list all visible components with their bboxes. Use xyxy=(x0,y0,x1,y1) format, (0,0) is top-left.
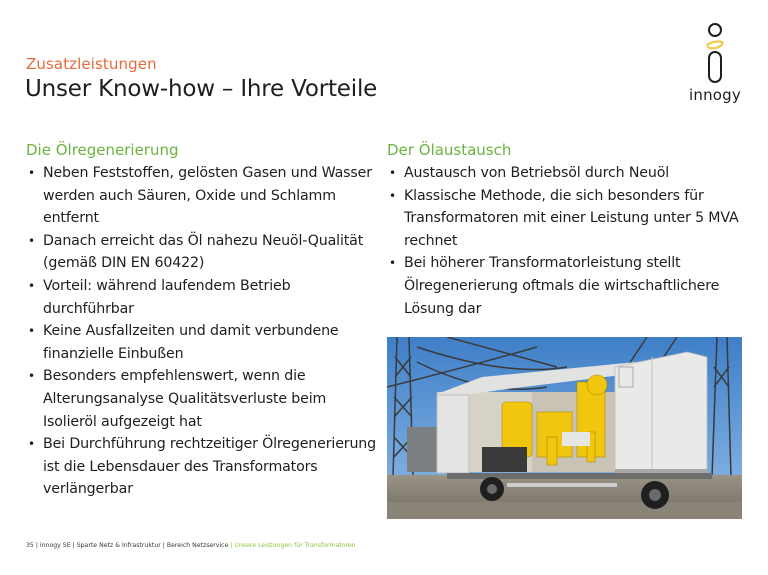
footer: 35 | innogy SE | Sparte Netz & Infrastruktur | Bereich Netzservice | Unsere Leistungen für Transformatoren xyxy=(26,542,356,549)
list-item: • Danach erreicht das Öl nahezu Neuöl-Qualität (gemäß DIN EN 60422) xyxy=(26,230,376,275)
list-item: • Keine Ausfallzeiten und damit verbundene finanzielle Einbußen xyxy=(26,320,376,365)
list-item: • Bei Durchführung rechtzeitiger Ölregenerierung ist die Lebensdauer des Transformators verlängerbar xyxy=(26,433,376,501)
innogy-logo xyxy=(684,18,746,108)
page-title: Unser Know-how – Ihre Vorteile xyxy=(25,76,378,102)
bullet-icon: • xyxy=(389,256,396,271)
logo-wordmark: innogy xyxy=(689,86,741,104)
list-item: • Vorteil: während laufendem Betrieb durchführbar xyxy=(26,275,376,320)
oil-exchange-column xyxy=(387,140,747,320)
innogy-i-icon xyxy=(684,18,746,86)
oil-exchange-list xyxy=(387,162,747,320)
oil-exchange-heading: Der Ölaustausch xyxy=(387,141,512,159)
regeneration-column xyxy=(26,140,376,501)
footer-division: Sparte Netz & Infrastruktur xyxy=(76,542,161,549)
bullet-icon: • xyxy=(389,188,396,203)
list-item: • Neben Feststoffen, gelösten Gasen und Wasser werden auch Säuren, Oxide und Schlamm entfernt xyxy=(26,162,376,230)
list-item: • Besonders empfehlenswert, wenn die Alterungsanalyse Qualitätsverluste beim Isolieröl aufgezeigt hat xyxy=(26,365,376,433)
bullet-icon: • xyxy=(28,166,35,180)
regeneration-list xyxy=(26,162,376,501)
regeneration-heading: Die Ölregenerierung xyxy=(26,141,179,159)
section-kicker: Zusatzleistungen xyxy=(26,55,157,73)
oil-regeneration-trailer-photo xyxy=(387,337,742,519)
bullet-icon: • xyxy=(28,278,35,293)
footer-company: innogy SE xyxy=(39,542,71,549)
trailer-illustration xyxy=(387,337,742,519)
footer-section: Unsere Leistungen für Transformatoren xyxy=(234,542,356,549)
list-item: • Bei höherer Transformatorleistung stellt Ölregenerierung oftmals die wirtschaftlichere Lösung dar xyxy=(387,252,747,320)
bullet-icon: • xyxy=(28,233,35,248)
bullet-icon: • xyxy=(28,437,35,452)
bullet-icon: • xyxy=(389,166,396,180)
page-number: 35 xyxy=(26,542,34,549)
bullet-icon: • xyxy=(28,324,35,339)
footer-department: Bereich Netzservice xyxy=(166,542,229,549)
list-item: • Austausch von Betriebsöl durch Neuöl xyxy=(387,162,747,185)
list-item: • Klassische Methode, die sich besonders für Transformatoren mit einer Leistung unter 5 MVA rechnet xyxy=(387,185,747,253)
bullet-icon: • xyxy=(28,369,35,384)
